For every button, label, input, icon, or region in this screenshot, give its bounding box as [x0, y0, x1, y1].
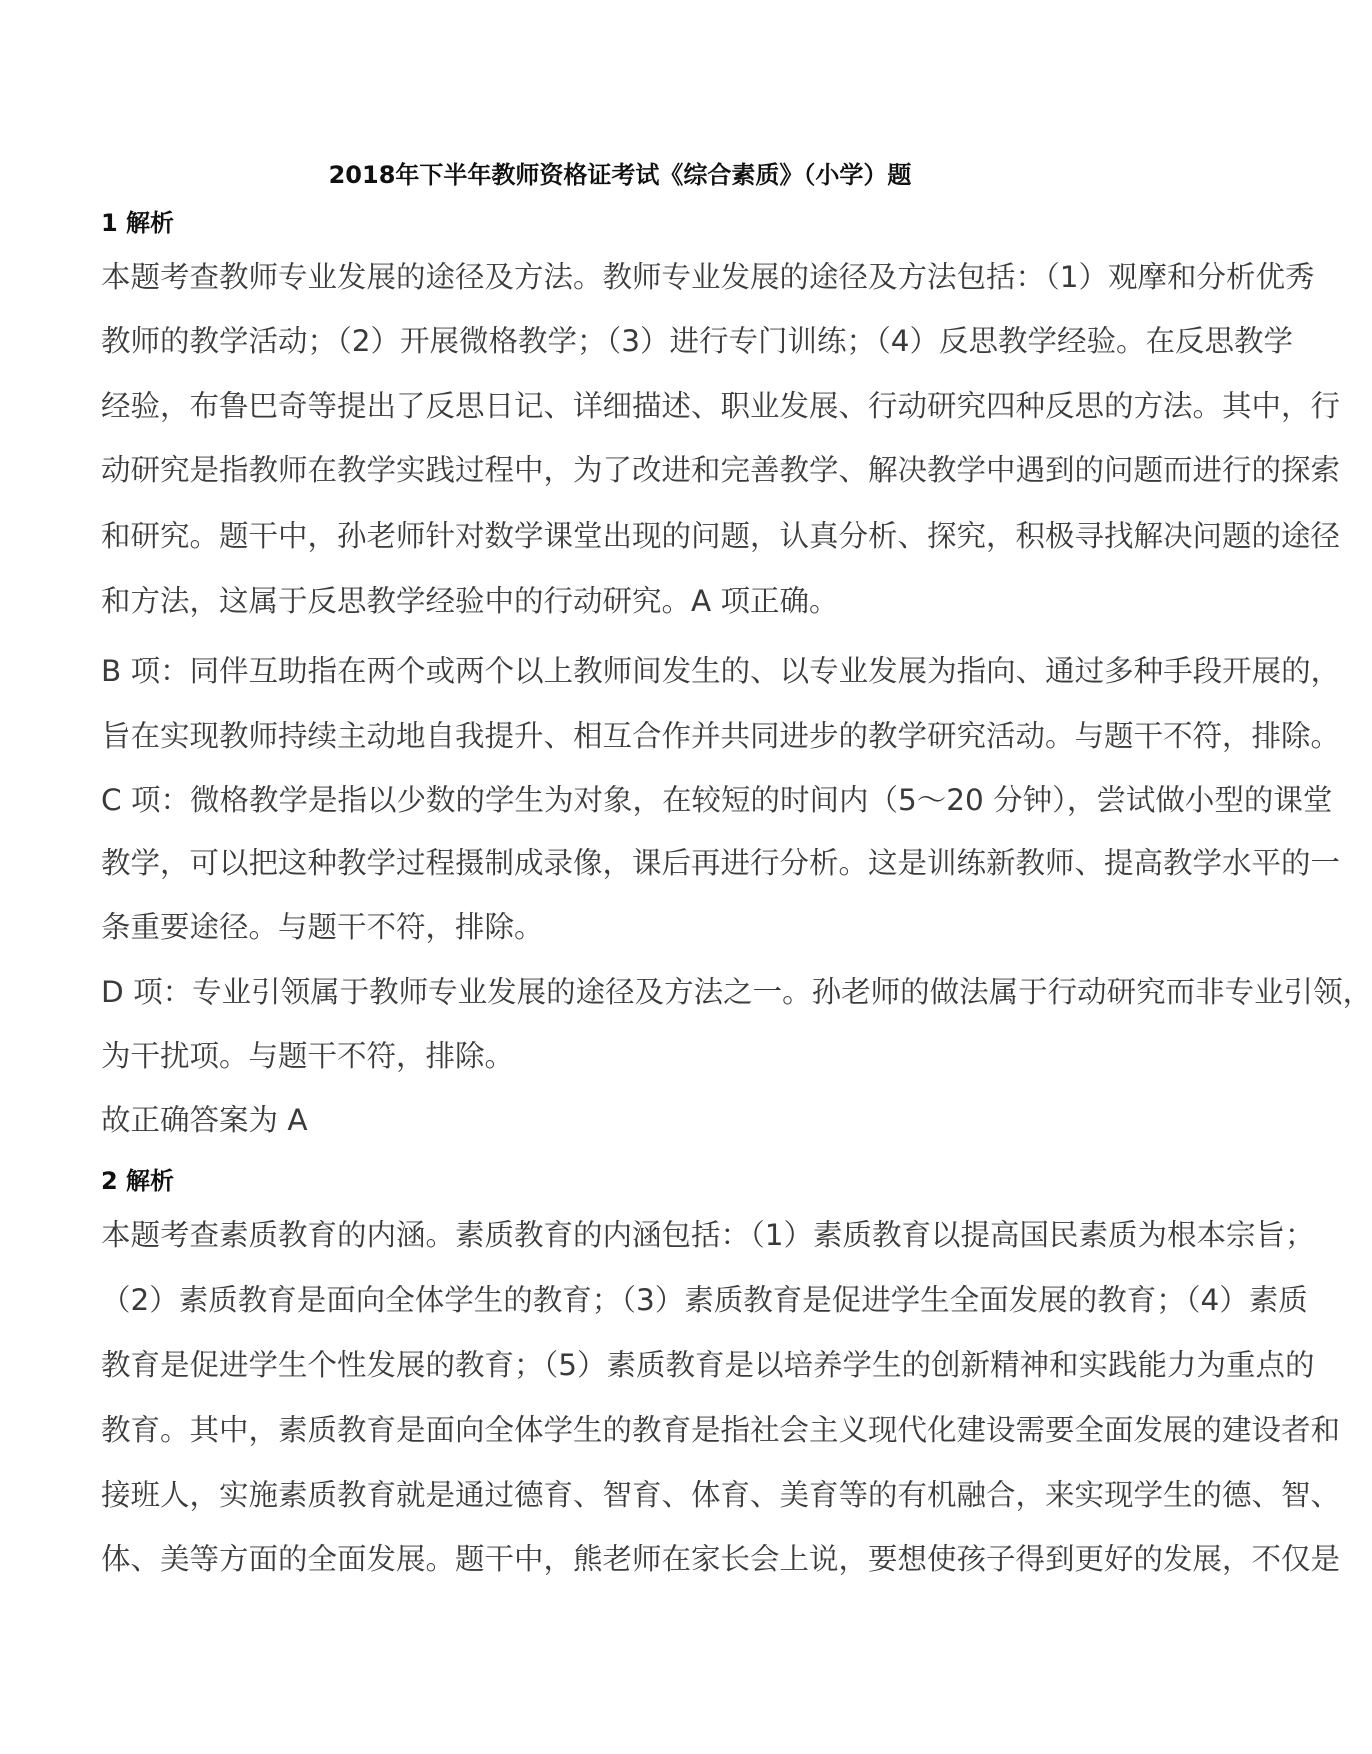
paragraph-line: 本题考查素质教育的内涵。素质教育的内涵包括：（1）素质教育以提高国民素质为根本宗旨； [101, 1218, 1315, 1252]
paragraph-line: 本题考查教师专业发展的途径及方法。教师专业发展的途径及方法包括：（1）观摩和分析优秀 [101, 260, 1315, 294]
option-d-line: 为干扰项。与题干不符，排除。 [101, 1039, 515, 1073]
answer-line: 故正确答案为 A [101, 1103, 308, 1137]
paragraph-line: 经验，布鲁巴奇等提出了反思日记、详细描述、职业发展、行动研究四种反思的方法。其中，行 [101, 389, 1341, 423]
paragraph-line: （2）素质教育是面向全体学生的教育；（3）素质教育是促进学生全面发展的教育；（4）素质 [101, 1283, 1308, 1317]
paragraph-line: 动研究是指教师在教学实践过程中，为了改进和完善教学、解决教学中遇到的问题而进行的探索 [101, 453, 1341, 487]
paragraph-line: 教育是促进学生个性发展的教育；（5）素质教育是以培养学生的创新精神和实践能力为重点的 [101, 1348, 1315, 1382]
paragraph-line: 体、美等方面的全面发展。题干中，熊老师在家长会上说，要想使孩子得到更好的发展，不仅是 [101, 1542, 1341, 1576]
option-b-line: B 项：同伴互助指在两个或两个以上教师间发生的、以专业发展为指向、通过多种手段开展的， [101, 654, 1341, 688]
document-title: 2018年下半年教师资格证考试《综合素质》（小学）题 [328, 161, 912, 189]
section-heading-2: 2 解析 [101, 1167, 175, 1195]
option-b-line: 旨在实现教师持续主动地自我提升、相互合作并共同进步的教学研究活动。与题干不符，排除。 [101, 719, 1341, 753]
paragraph-line: 和研究。题干中，孙老师针对数学课堂出现的问题，认真分析、探究，积极寻找解决问题的途径 [101, 519, 1341, 553]
paragraph-line: 教育。其中，素质教育是面向全体学生的教育是指社会主义现代化建设需要全面发展的建设者和 [101, 1413, 1341, 1447]
paragraph-line: 教师的教学活动；（2）开展微格教学；（3）进行专门训练；（4）反思教学经验。在反思教学 [101, 324, 1294, 358]
paragraph-line: 接班人，实施素质教育就是通过德育、智育、体育、美育等的有机融合，来实现学生的德、智、 [101, 1478, 1341, 1512]
paragraph-line: 和方法，这属于反思教学经验中的行动研究。A 项正确。 [101, 584, 839, 618]
option-c-line: 条重要途径。与题干不符，排除。 [101, 910, 544, 944]
option-c-line: 教学，可以把这种教学过程摄制成录像，课后再进行分析。这是训练新教师、提高教学水平的一 [101, 846, 1341, 880]
section-heading-1: 1 解析 [101, 209, 175, 237]
option-c-line: C 项：微格教学是指以少数的学生为对象，在较短的时间内（5～20 分钟），尝试做小型的课堂 [101, 783, 1333, 817]
option-d-line: D 项：专业引领属于教师专业发展的途径及方法之一。孙老师的做法属于行动研究而非专业引领， [101, 975, 1372, 1009]
